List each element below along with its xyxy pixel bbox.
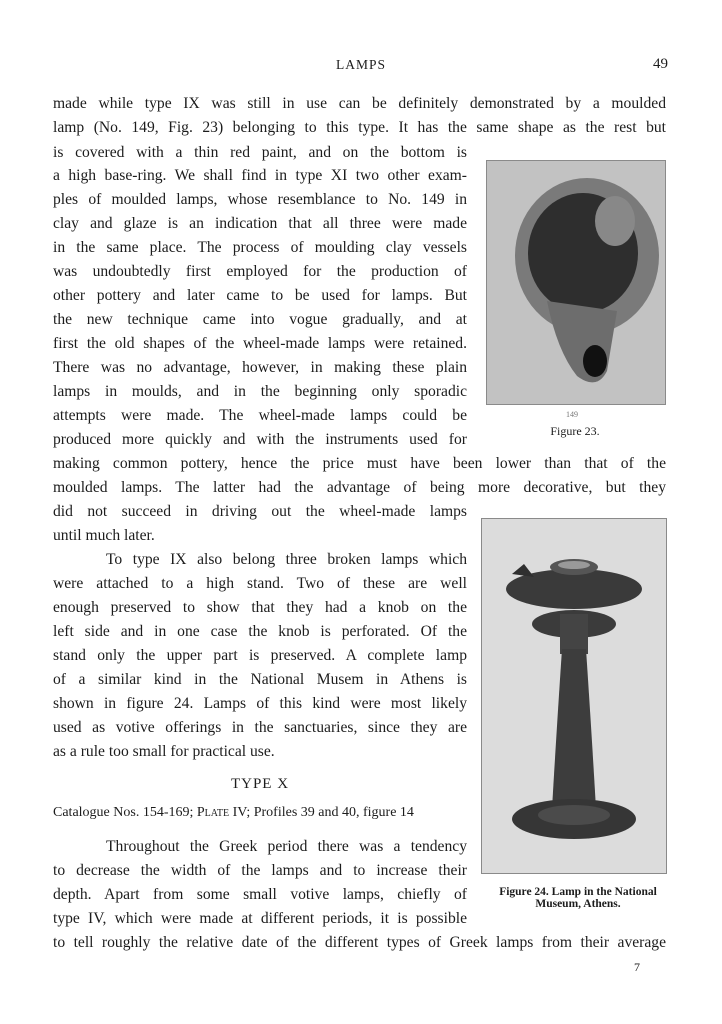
figure-23-photo-number: 149 bbox=[566, 410, 578, 419]
catalogue-line bbox=[53, 805, 414, 821]
body-line: other pottery and later came to be used for lamps. But bbox=[53, 287, 467, 304]
body-line: stand only the upper part is preserved. A complete lamp bbox=[53, 647, 467, 664]
body-line: first the old shapes of the wheel-made lamps were retained. bbox=[53, 335, 467, 352]
catalogue-prefix: Catalogue Nos. 154-169; bbox=[53, 805, 197, 820]
figure-24-caption-line-2: Museum, Athens. bbox=[535, 898, 621, 910]
body-line: shown in figure 24. Lamps of this kind were most likely bbox=[53, 695, 467, 712]
body-line: was undoubtedly first employed for the production of bbox=[53, 263, 467, 280]
body-line: as a rule too small for practical use. bbox=[53, 743, 275, 760]
body-line: to decrease the width of the lamps and to increase their bbox=[53, 862, 467, 879]
lamp-stand-photo-image bbox=[482, 519, 666, 873]
body-line: did not succeed in driving out the wheel-made lamps bbox=[53, 503, 467, 520]
body-line: a high base-ring. We shall find in type XI two other exam- bbox=[53, 167, 467, 184]
catalogue-suffix: IV; Profiles 39 and 40, figure 14 bbox=[229, 805, 414, 820]
lamp-photo-image bbox=[487, 161, 665, 404]
body-line: of a similar kind in the National Musem in Athens is bbox=[53, 671, 467, 688]
body-line: produced more quickly and with the instruments used for bbox=[53, 431, 467, 448]
running-title: LAMPS bbox=[335, 57, 386, 72]
body-line: to tell roughly the relative date of the different types of Greek lamps from their average bbox=[53, 934, 666, 951]
body-line: in the same place. The process of moulding clay vessels bbox=[53, 239, 467, 256]
body-line: the new technique came into vogue gradually, and at bbox=[53, 311, 467, 328]
body-line: moulded lamps. The latter had the advantage of being more decorative, but they bbox=[53, 479, 666, 496]
catalogue-plate: Plate bbox=[196, 805, 230, 820]
figure-24-caption-line-1: Figure 24. Lamp in the National bbox=[499, 886, 657, 898]
body-line: making common pottery, hence the price must have been lower than that of the bbox=[53, 455, 666, 472]
figure-24-caption bbox=[480, 886, 676, 910]
body-line: made while type IX was still in use can be definitely demonstrated by a moulded bbox=[53, 95, 666, 112]
body-line: is covered with a thin red paint, and on the bottom is bbox=[53, 144, 467, 161]
figure-24-photo bbox=[481, 518, 667, 874]
body-line: To type IX also belong three broken lamps which bbox=[106, 551, 467, 568]
body-line: until much later. bbox=[53, 527, 155, 544]
body-line: There was no advantage, however, in making these plain bbox=[53, 359, 467, 376]
body-line: lamp (No. 149, Fig. 23) belonging to this type. It has the same shape as the rest but bbox=[53, 119, 666, 136]
body-line: clay and glaze is an indication that all three were made bbox=[53, 215, 467, 232]
body-line: used as votive offerings in the sanctuaries, since they are bbox=[53, 719, 467, 736]
body-line: Throughout the Greek period there was a tendency bbox=[106, 838, 467, 855]
figure-23-photo bbox=[486, 160, 666, 405]
section-heading: TYPE X bbox=[230, 776, 290, 792]
body-line: left side and in one case the knob is perforated. Of the bbox=[53, 623, 467, 640]
body-line: type IV, which were made at different periods, it is possible bbox=[53, 910, 467, 927]
body-line: ples of moulded lamps, whose resemblance to No. 149 in bbox=[53, 191, 467, 208]
page-number: 49 bbox=[653, 56, 668, 72]
figure-23-caption: Figure 23. bbox=[550, 424, 600, 438]
body-line: enough preserved to show that they had a knob on the bbox=[53, 599, 467, 616]
body-line: depth. Apart from some small votive lamps, chiefly of bbox=[53, 886, 467, 903]
signature-mark: 7 bbox=[634, 960, 640, 974]
body-line: were attached to a high stand. Two of these are well bbox=[53, 575, 467, 592]
body-line: lamps in moulds, and in the beginning only sporadic bbox=[53, 383, 467, 400]
body-line: attempts were made. The wheel-made lamps could be bbox=[53, 407, 467, 424]
